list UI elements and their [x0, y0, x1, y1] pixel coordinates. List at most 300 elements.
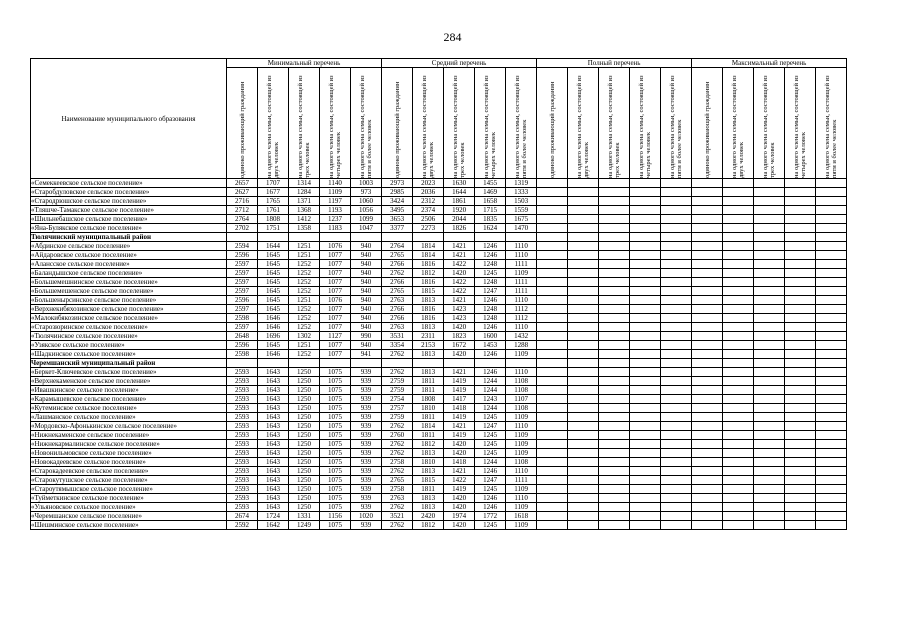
value-cell: 1643	[258, 449, 289, 458]
value-cell	[661, 440, 692, 449]
value-cell	[661, 503, 692, 512]
value-cell	[785, 422, 816, 431]
table-row	[31, 404, 847, 413]
value-cell	[599, 251, 630, 260]
value-cell: 1112	[506, 314, 537, 323]
value-cell	[723, 485, 754, 494]
value-cell: 1412	[289, 215, 320, 224]
subcolumn-header	[413, 68, 444, 179]
value-cell: 2757	[382, 404, 413, 413]
value-cell: 1244	[475, 386, 506, 395]
value-cell: 1075	[320, 521, 351, 530]
value-cell	[289, 233, 320, 242]
value-cell	[661, 449, 692, 458]
value-cell	[661, 404, 692, 413]
value-cell	[599, 224, 630, 233]
municipality-name: «Абдинское сельское поселение»	[31, 242, 227, 251]
value-cell	[785, 332, 816, 341]
value-cell	[599, 287, 630, 296]
value-cell	[692, 233, 723, 242]
value-cell: 940	[351, 251, 382, 260]
value-cell	[537, 521, 568, 530]
value-cell: 1421	[444, 296, 475, 305]
municipality-name: «Нижнекаменское сельское поселение»	[31, 431, 227, 440]
value-cell: 1075	[320, 494, 351, 503]
value-cell	[537, 395, 568, 404]
value-cell	[754, 485, 785, 494]
value-cell: 1245	[475, 269, 506, 278]
value-cell: 1816	[413, 305, 444, 314]
value-cell	[661, 413, 692, 422]
value-cell	[785, 314, 816, 323]
value-cell	[754, 413, 785, 422]
value-cell: 1110	[506, 422, 537, 431]
value-cell	[630, 404, 661, 413]
value-cell: 1643	[258, 368, 289, 377]
value-cell	[692, 179, 723, 188]
value-cell: 939	[351, 413, 382, 422]
value-cell: 1197	[320, 197, 351, 206]
value-cell: 1250	[289, 449, 320, 458]
value-cell	[692, 278, 723, 287]
value-cell	[599, 413, 630, 422]
value-cell: 1252	[289, 269, 320, 278]
value-cell	[723, 377, 754, 386]
value-cell: 2766	[382, 314, 413, 323]
value-cell	[568, 314, 599, 323]
value-cell	[568, 269, 599, 278]
value-cell	[661, 314, 692, 323]
value-cell	[723, 503, 754, 512]
value-cell: 2648	[227, 332, 258, 341]
value-cell: 1075	[320, 503, 351, 512]
value-cell: 1421	[444, 242, 475, 251]
value-cell	[568, 413, 599, 422]
value-cell	[723, 512, 754, 521]
value-cell: 2596	[227, 341, 258, 350]
value-cell: 1248	[475, 314, 506, 323]
value-cell: 1248	[475, 305, 506, 314]
value-cell	[537, 314, 568, 323]
value-cell: 1109	[506, 350, 537, 359]
value-cell	[537, 233, 568, 242]
value-cell	[351, 359, 382, 368]
value-cell	[599, 503, 630, 512]
subcolumn-header-label: одиноко проживающий гражданин	[703, 81, 711, 178]
value-cell: 2766	[382, 260, 413, 269]
value-cell	[785, 485, 816, 494]
value-cell	[816, 251, 847, 260]
value-cell	[599, 512, 630, 521]
subcolumn-header	[630, 68, 661, 179]
value-cell: 1643	[258, 413, 289, 422]
value-cell	[537, 296, 568, 305]
municipality-name: «Беркет-Ключевское сельское поселение»	[31, 368, 227, 377]
value-cell: 3354	[382, 341, 413, 350]
municipality-name: «Семеккеевское сельское поселение»	[31, 179, 227, 188]
value-cell: 2674	[227, 512, 258, 521]
value-cell: 1110	[506, 296, 537, 305]
value-cell	[723, 395, 754, 404]
subcolumn-header-label: на одного члена семьи, состоящей из пяти и более человек	[669, 75, 684, 178]
value-cell	[785, 350, 816, 359]
value-cell: 1284	[289, 188, 320, 197]
table-row	[31, 422, 847, 431]
value-cell: 2762	[382, 440, 413, 449]
value-cell: 2766	[382, 278, 413, 287]
value-cell: 1358	[289, 224, 320, 233]
value-cell: 1020	[351, 512, 382, 521]
value-cell	[661, 323, 692, 332]
value-cell: 1418	[444, 458, 475, 467]
value-cell: 1288	[506, 341, 537, 350]
value-cell: 2312	[413, 197, 444, 206]
value-cell	[568, 206, 599, 215]
value-cell	[630, 287, 661, 296]
value-cell	[630, 431, 661, 440]
value-cell: 2593	[227, 431, 258, 440]
value-cell	[754, 350, 785, 359]
value-cell	[661, 251, 692, 260]
value-cell	[661, 224, 692, 233]
value-cell: 1814	[413, 422, 444, 431]
value-cell	[785, 197, 816, 206]
value-cell: 2712	[227, 206, 258, 215]
value-cell	[537, 260, 568, 269]
table-row	[31, 341, 847, 350]
value-cell	[785, 224, 816, 233]
value-cell: 1252	[289, 323, 320, 332]
municipality-name: «Старокутушское сельское поселение»	[31, 476, 227, 485]
value-cell	[816, 512, 847, 521]
value-cell	[630, 521, 661, 530]
municipality-name: «Стародрюшское сельское поселение»	[31, 197, 227, 206]
value-cell: 2762	[382, 521, 413, 530]
value-cell: 1250	[289, 386, 320, 395]
subcolumn-header	[289, 68, 320, 179]
value-cell	[537, 269, 568, 278]
value-cell: 1815	[413, 476, 444, 485]
value-cell: 2762	[382, 368, 413, 377]
value-cell	[692, 395, 723, 404]
value-cell	[754, 341, 785, 350]
value-cell	[692, 449, 723, 458]
subcolumn-header-label: на одного члена семьи, состоящей из четырех человек	[638, 75, 653, 178]
value-cell	[661, 215, 692, 224]
municipality-name: «Старобдуловское сельское поселение»	[31, 188, 227, 197]
value-cell	[599, 467, 630, 476]
value-cell: 1675	[506, 215, 537, 224]
value-cell	[754, 305, 785, 314]
value-cell: 2765	[382, 287, 413, 296]
value-cell	[568, 386, 599, 395]
value-cell: 1077	[320, 350, 351, 359]
value-cell	[723, 269, 754, 278]
value-cell	[816, 350, 847, 359]
value-cell	[568, 404, 599, 413]
value-cell: 939	[351, 404, 382, 413]
value-cell: 1245	[475, 413, 506, 422]
value-cell	[661, 242, 692, 251]
value-cell: 1453	[475, 341, 506, 350]
value-cell: 1110	[506, 251, 537, 260]
value-cell: 2596	[227, 251, 258, 260]
value-cell: 940	[351, 296, 382, 305]
value-cell: 1811	[413, 431, 444, 440]
municipality-name: «Черемшанское сельское поселение»	[31, 512, 227, 521]
value-cell	[723, 476, 754, 485]
value-cell	[816, 395, 847, 404]
value-cell: 1250	[289, 395, 320, 404]
value-cell	[630, 332, 661, 341]
value-cell: 939	[351, 440, 382, 449]
value-cell: 1075	[320, 458, 351, 467]
value-cell	[754, 260, 785, 269]
value-cell	[661, 359, 692, 368]
value-cell	[692, 341, 723, 350]
value-cell: 1250	[289, 422, 320, 431]
value-cell	[630, 422, 661, 431]
value-cell	[723, 179, 754, 188]
value-cell: 1644	[444, 188, 475, 197]
group-header-row	[31, 59, 847, 68]
value-cell: 2985	[382, 188, 413, 197]
value-cell: 1250	[289, 476, 320, 485]
value-cell	[444, 233, 475, 242]
value-cell: 940	[351, 287, 382, 296]
value-cell: 1245	[475, 440, 506, 449]
value-cell: 939	[351, 449, 382, 458]
value-cell: 1109	[506, 485, 537, 494]
value-cell: 1109	[506, 440, 537, 449]
value-cell: 1810	[413, 404, 444, 413]
subcolumn-header-label: одиноко проживающий гражданин	[548, 81, 556, 178]
value-cell	[723, 260, 754, 269]
value-cell: 1418	[444, 404, 475, 413]
value-cell	[692, 188, 723, 197]
value-cell	[537, 179, 568, 188]
value-cell: 2973	[382, 179, 413, 188]
value-cell	[754, 206, 785, 215]
value-cell	[754, 269, 785, 278]
value-cell: 2597	[227, 287, 258, 296]
value-cell: 2763	[382, 494, 413, 503]
district-section-row	[31, 233, 847, 242]
value-cell	[816, 188, 847, 197]
value-cell	[692, 242, 723, 251]
subcolumn-header-label: на одного члена семьи, состоящей из двух человек	[576, 75, 591, 178]
value-cell: 3521	[382, 512, 413, 521]
value-cell: 1420	[444, 440, 475, 449]
table-row	[31, 350, 847, 359]
subcolumn-header-label: одиноко проживающий гражданин	[238, 81, 246, 178]
value-cell	[754, 431, 785, 440]
value-cell: 2762	[382, 449, 413, 458]
value-cell	[537, 494, 568, 503]
value-cell	[568, 458, 599, 467]
value-cell	[723, 458, 754, 467]
value-cell	[816, 323, 847, 332]
value-cell	[723, 251, 754, 260]
value-cell	[816, 260, 847, 269]
value-cell	[537, 350, 568, 359]
value-cell	[630, 368, 661, 377]
value-cell	[568, 242, 599, 251]
value-cell: 939	[351, 431, 382, 440]
value-cell	[661, 395, 692, 404]
value-cell	[754, 197, 785, 206]
table-row	[31, 377, 847, 386]
value-cell: 1076	[320, 296, 351, 305]
value-cell	[599, 305, 630, 314]
value-cell	[723, 494, 754, 503]
value-cell: 1419	[444, 377, 475, 386]
subcolumn-header	[816, 68, 847, 179]
value-cell	[692, 413, 723, 422]
value-cell	[816, 368, 847, 377]
value-cell	[785, 449, 816, 458]
subcolumn-header	[537, 68, 568, 179]
subcolumn-header	[506, 68, 537, 179]
value-cell	[661, 431, 692, 440]
value-cell	[723, 206, 754, 215]
value-cell: 1109	[506, 449, 537, 458]
value-cell: 1630	[444, 179, 475, 188]
value-cell: 2044	[444, 215, 475, 224]
subcolumn-header	[475, 68, 506, 179]
value-cell: 1003	[351, 179, 382, 188]
value-cell: 940	[351, 242, 382, 251]
value-cell	[630, 359, 661, 368]
table-row	[31, 458, 847, 467]
value-cell	[630, 323, 661, 332]
value-cell	[568, 341, 599, 350]
value-cell	[599, 494, 630, 503]
value-cell	[568, 485, 599, 494]
value-cell	[630, 377, 661, 386]
value-cell	[785, 179, 816, 188]
value-cell: 1811	[413, 485, 444, 494]
value-cell	[537, 440, 568, 449]
value-cell: 2593	[227, 395, 258, 404]
municipality-name: «Новонильмовское сельское поселение»	[31, 449, 227, 458]
value-cell	[785, 476, 816, 485]
value-cell: 1246	[475, 350, 506, 359]
value-cell: 1107	[506, 395, 537, 404]
value-cell	[661, 332, 692, 341]
value-cell	[692, 368, 723, 377]
value-cell	[692, 260, 723, 269]
value-cell: 3653	[382, 215, 413, 224]
value-cell	[599, 332, 630, 341]
value-cell	[599, 476, 630, 485]
value-cell: 2702	[227, 224, 258, 233]
value-cell	[258, 233, 289, 242]
municipality-name: «Карамышевское сельское поселение»	[31, 395, 227, 404]
value-cell: 1417	[444, 395, 475, 404]
value-cell	[816, 206, 847, 215]
municipality-name: «Айдаровское сельское поселение»	[31, 251, 227, 260]
value-cell	[661, 179, 692, 188]
value-cell: 1643	[258, 431, 289, 440]
value-cell: 2153	[413, 341, 444, 350]
value-cell	[723, 368, 754, 377]
value-cell: 1808	[413, 395, 444, 404]
value-cell	[785, 278, 816, 287]
table-row	[31, 314, 847, 323]
value-cell: 1645	[258, 260, 289, 269]
value-cell	[723, 431, 754, 440]
value-cell: 1813	[413, 467, 444, 476]
municipality-name: «Верхнекибяхозинское сельское поселение»	[31, 305, 227, 314]
value-cell: 1252	[289, 287, 320, 296]
value-cell	[661, 305, 692, 314]
table-row	[31, 332, 847, 341]
value-cell	[785, 296, 816, 305]
value-cell: 1246	[475, 296, 506, 305]
subcolumn-header-label: на одного члена семьи, состоящей из четырех человек	[793, 75, 808, 178]
value-cell	[754, 188, 785, 197]
value-cell	[816, 458, 847, 467]
value-cell: 1808	[258, 215, 289, 224]
value-cell	[785, 521, 816, 530]
value-cell	[754, 494, 785, 503]
value-cell: 1245	[475, 521, 506, 530]
value-cell: 1331	[289, 512, 320, 521]
value-cell	[785, 323, 816, 332]
value-cell: 1559	[506, 206, 537, 215]
subcolumn-header-label: на одного члена семьи, состоящей из четырех человек	[483, 75, 498, 178]
municipality-name: «Староутямышское сельское поселение»	[31, 485, 227, 494]
value-cell: 1813	[413, 494, 444, 503]
value-cell: 939	[351, 422, 382, 431]
value-cell: 1371	[289, 197, 320, 206]
value-cell	[568, 431, 599, 440]
value-cell	[537, 359, 568, 368]
value-cell	[754, 215, 785, 224]
value-cell: 1250	[289, 413, 320, 422]
value-cell: 1111	[506, 260, 537, 269]
value-cell	[816, 440, 847, 449]
value-cell	[723, 332, 754, 341]
value-cell	[537, 305, 568, 314]
value-cell	[723, 341, 754, 350]
value-cell: 1251	[289, 341, 320, 350]
value-cell	[661, 206, 692, 215]
value-cell	[723, 323, 754, 332]
value-cell	[661, 269, 692, 278]
table-row	[31, 386, 847, 395]
value-cell	[537, 512, 568, 521]
value-cell: 1319	[506, 179, 537, 188]
value-cell: 2754	[382, 395, 413, 404]
municipality-name: «Старозюринское сельское поселение»	[31, 323, 227, 332]
value-cell: 1811	[413, 386, 444, 395]
value-cell: 1183	[320, 224, 351, 233]
value-cell: 1696	[258, 332, 289, 341]
value-cell: 2593	[227, 368, 258, 377]
value-cell: 1810	[413, 458, 444, 467]
value-cell: 2598	[227, 350, 258, 359]
value-cell	[754, 467, 785, 476]
value-cell: 2374	[413, 206, 444, 215]
value-cell: 2759	[382, 377, 413, 386]
value-cell: 1503	[506, 197, 537, 206]
value-cell	[630, 512, 661, 521]
value-cell	[816, 359, 847, 368]
municipality-name: «Мордовско-Афонькинское сельское поселение»	[31, 422, 227, 431]
value-cell	[754, 179, 785, 188]
